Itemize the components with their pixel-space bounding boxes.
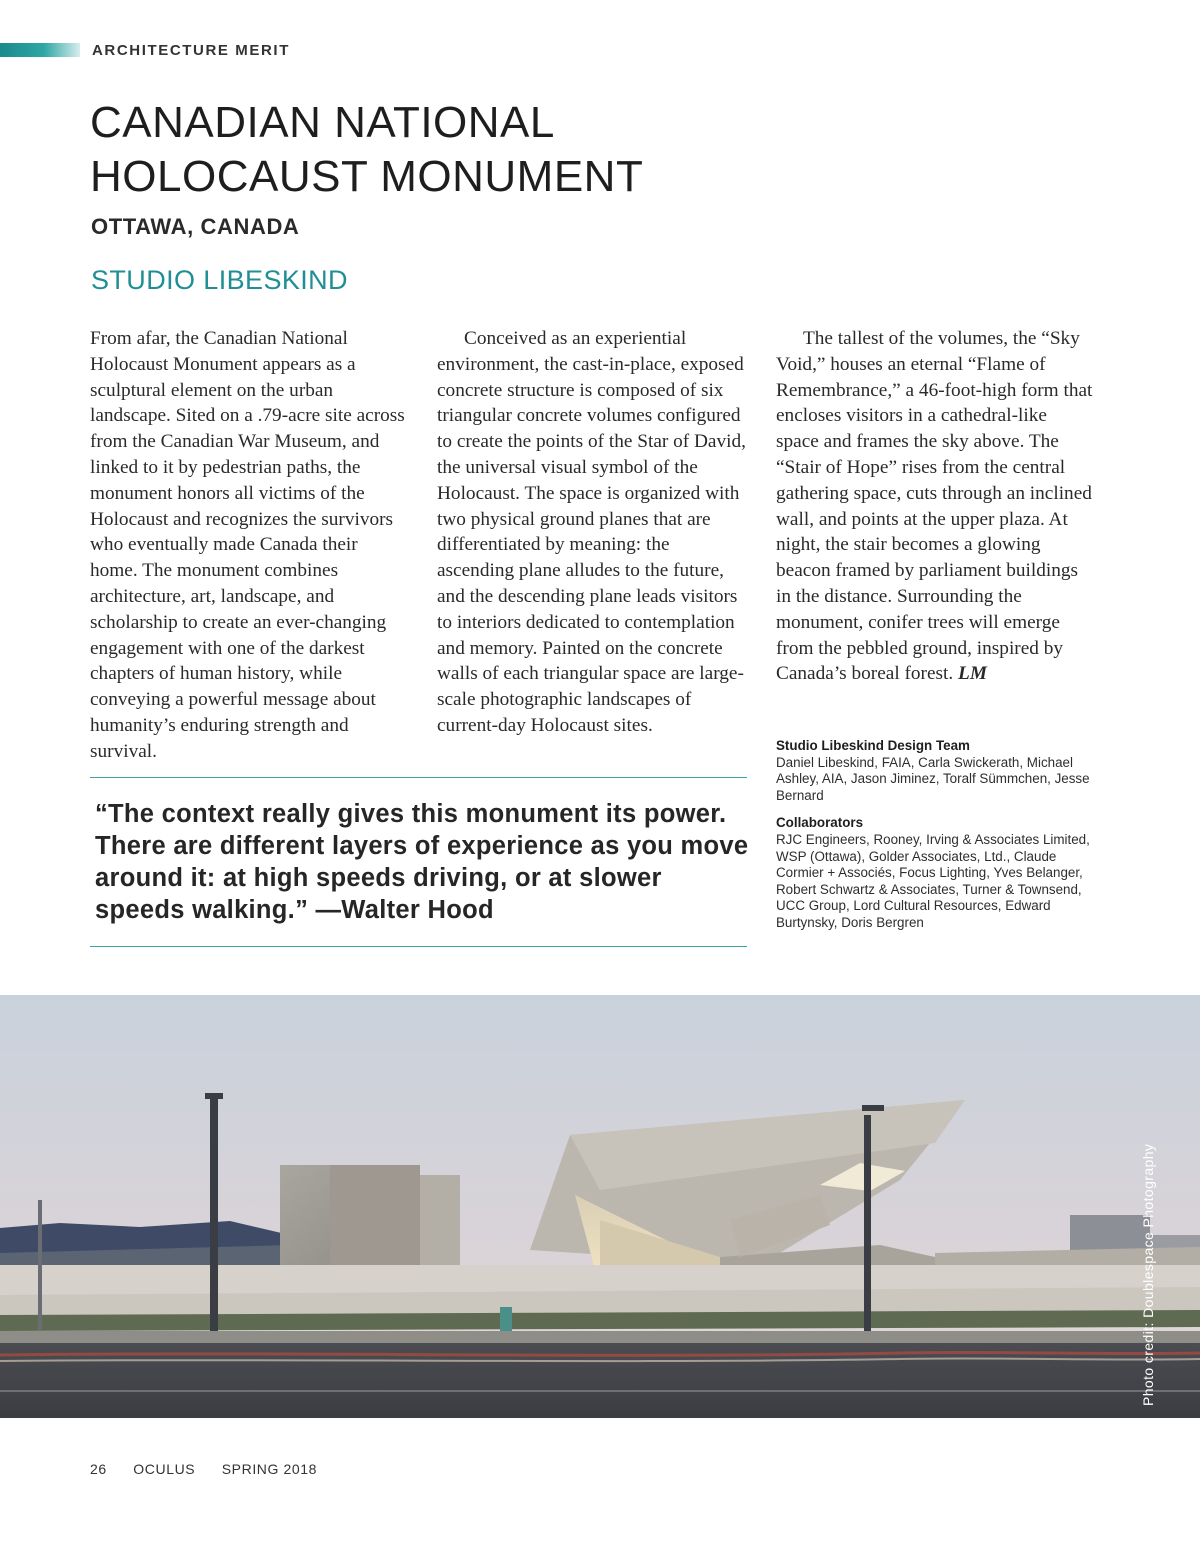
collaborators-names: RJC Engineers, Rooney, Irving & Associates Limited, WSP (Ottawa), Golder Associates, Ltd., Claude Cormier + Associés, Focus Lighting, Yves Belanger, Robert Schwartz & Associates, Turner & Townsend, UCC Group, Lord Cultural Resources, Edward Burtynsky, Doris Bergren: [776, 831, 1090, 930]
body-paragraph: [776, 326, 1094, 687]
article-title: [90, 96, 850, 204]
body-column-3: [776, 326, 1094, 687]
project-location: OTTAWA, CANADA: [91, 214, 300, 239]
author-signature: LM: [958, 663, 987, 685]
section-label: ARCHITECTURE MERIT: [92, 42, 290, 59]
body-column-2: [437, 326, 749, 739]
body-column-1: [90, 326, 408, 765]
page-number: 26: [90, 1461, 107, 1477]
body-paragraph: Conceived as an experiential environment, the cast-in-place, exposed concrete structure is composed of six triangular concrete volumes configured to create the points of the Star of David, the universal visual symbol of the Holocaust. The space is organized with two physical ground planes that are differentiated by meaning: the ascending plane alludes to the future, and the descending plane leads visitors to interiors dedicated to contemplation and memory. Painted on the concrete walls of each triangular space are large-scale photographic landscapes of current-day Holocaust sites.: [437, 328, 746, 736]
publication-name: OCULUS: [133, 1461, 196, 1477]
page-footer: [90, 1461, 339, 1477]
monument-photo: [0, 995, 1200, 1418]
architecture-firm: STUDIO LIBESKIND: [91, 265, 348, 295]
quote-rule-bottom: [90, 946, 747, 947]
section-accent-bar: [0, 43, 80, 57]
design-team-heading: Studio Libeskind Design Team: [776, 738, 970, 753]
title-line-2: HOLOCAUST MONUMENT: [90, 152, 644, 201]
issue-date: SPRING 2018: [221, 1461, 318, 1477]
body-paragraph-text: The tallest of the volumes, the “Sky Void,” houses an eternal “Flame of Remembrance,” a 46-foot-high form that encloses visitors in a cathedral-like space and frames the sky above. The “Stair of Hope” rises from the central gathering space, cuts through an inclined wall, and points at the upper plaza. At night, the stair becomes a glowing beacon framed by parliament buildings in the distance. Surrounding the monument, conifer trees will emerge from the pebbled ground, inspired by Canada’s boreal forest.: [776, 328, 1093, 685]
collaborators-heading: Collaborators: [776, 815, 864, 831]
monument-photo-illustration: [0, 995, 1200, 1418]
title-line-1: CANADIAN NATIONAL: [90, 98, 555, 147]
quote-rule-top: [90, 777, 747, 778]
body-paragraph: From afar, the Canadian National Holocaust Monument appears as a sculptural element on the urban landscape. Sited on a .79-acre site across from the Canadian War Museum, and linked to it by pedestrian paths, the monument honors all victims of the Holocaust and recognizes the survivors who eventually made Canada their home. The monument combines architecture, art, landscape, and scholarship to create an ever-changing engagement with one of the darkest chapters of human history, while conveying a powerful message about humanity’s enduring strength and survival.: [90, 328, 405, 762]
pull-quote: “The context really gives this monument its power. There are different layers of experience as you move around it: at high speeds driving, or at slower speeds walking.” —Walter Hood: [95, 800, 749, 924]
project-credits: [776, 738, 1096, 943]
photo-credit: Photo credit: Doublespace Photography: [1140, 1143, 1156, 1406]
design-team-names: Daniel Libeskind, FAIA, Carla Swickerath, Michael Ashley, AIA, Jason Jiminez, Toralf Sümmchen, Jesse Bernard: [776, 754, 1090, 803]
